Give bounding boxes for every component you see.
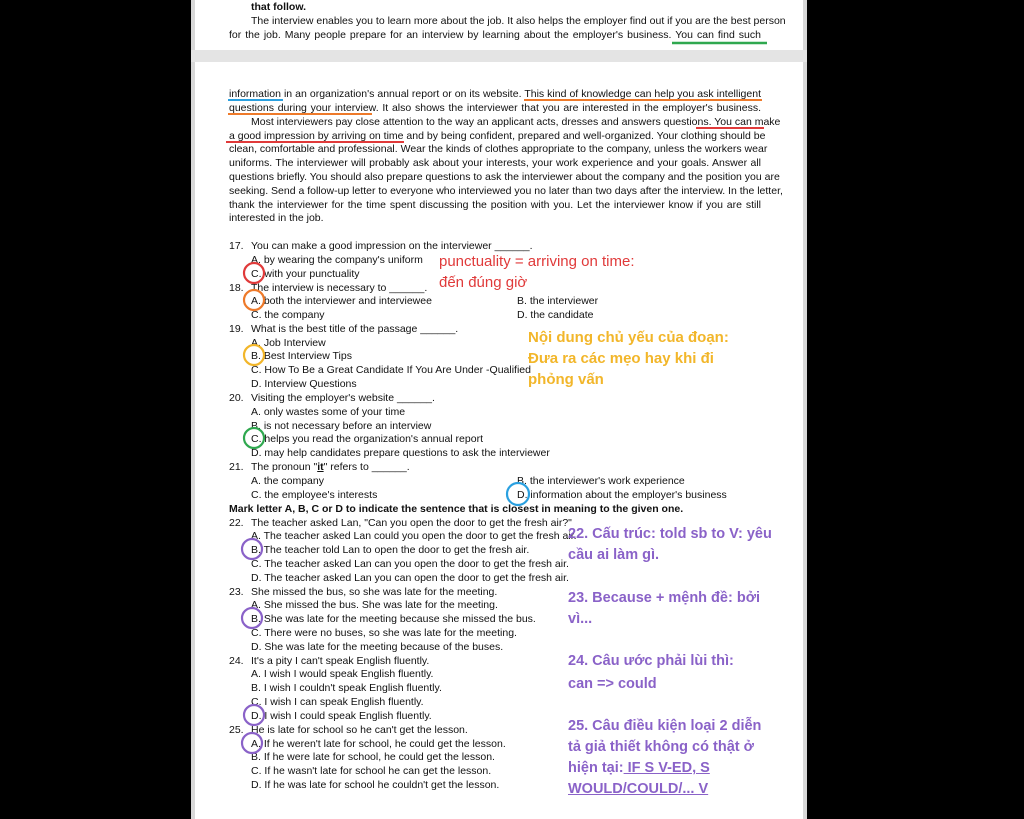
- answer-option: C. with your punctuality: [251, 268, 360, 280]
- question-stem: The pronoun "it" refers to ______.: [251, 461, 410, 473]
- answer-option: D. If he was late for school he couldn't get the lesson.: [251, 779, 500, 791]
- annotation-q24: 24. Câu ước phải lùi thì:: [568, 653, 734, 669]
- passage-line: clean, comfortable and professional. Wear the kinds of clothes appropriate to the company, unless the workers wear: [229, 143, 768, 155]
- page-separator: [191, 50, 807, 62]
- question-stem: You can make a good impression on the interviewer ______.: [251, 240, 533, 252]
- question-stem: He is late for school so he can't get the lesson.: [251, 724, 468, 736]
- passage-line: information in an organization's annual report or on its website. This kind of knowledge can help you ask intelligent: [229, 88, 761, 100]
- question-number: 19.: [229, 323, 244, 335]
- question-number: 18.: [229, 282, 244, 294]
- answer-option: A. only wastes some of your time: [251, 406, 406, 418]
- question-stem: It's a pity I can't speak English fluently.: [251, 655, 430, 667]
- answer-option: C. I wish I can speak English fluently.: [251, 696, 424, 708]
- passage-line: questions briefly. You should also prepare questions to ask the interviewer about the company and the position you are: [229, 171, 780, 183]
- annotation-q25: WOULD/COULD/... V: [568, 781, 709, 797]
- answer-option: C. The teacher asked Lan can you open the door to get the fresh air.: [251, 558, 569, 570]
- answer-option: A. I wish I would speak English fluently.: [251, 668, 434, 680]
- answer-option: A. The teacher asked Lan could you open the door to get the fresh air.: [251, 530, 577, 542]
- answer-option: C. There were no buses, so she was late for the meeting.: [251, 627, 517, 639]
- answer-option: C. If he wasn't late for school he can get the lesson.: [251, 765, 492, 777]
- annotation-main-idea: Đưa ra các mẹo hay khi đi: [528, 350, 714, 367]
- passage-line: Most interviewers pay close attention to the way an applicant acts, dresses and answers questions. You can make: [251, 116, 781, 128]
- passage-line: thank the interviewer for the time spent discussing the position with you. Let the interviewer know if you are still: [229, 199, 761, 211]
- annotation-q22: cầu ai làm gì.: [568, 547, 660, 563]
- question-number: 25.: [229, 724, 244, 736]
- passage-line: The interview enables you to learn more about the job. It also helps the employer find out if you are the best person: [251, 15, 786, 27]
- answer-option: B. The teacher told Lan to open the door to get the fresh air.: [251, 544, 530, 556]
- question-number: 24.: [229, 655, 244, 667]
- question-stem: The teacher asked Lan, "Can you open the door to get the fresh air?": [251, 517, 572, 529]
- answer-option: B. Best Interview Tips: [251, 350, 352, 362]
- question-stem: The interview is necessary to ______.: [251, 282, 428, 294]
- answer-option: A. Job Interview: [251, 337, 326, 349]
- answer-option: D. The teacher asked Lan you can open the door to get the fresh air.: [251, 572, 569, 584]
- question-stem: Visiting the employer's website ______.: [251, 392, 435, 404]
- annotation-q25: hiện tại: IF S V-ED, S: [568, 760, 710, 776]
- answer-option: C. helps you read the organization's annual report: [251, 433, 483, 445]
- question-number: 21.: [229, 461, 244, 473]
- annotation-q25: tả giả thiết không có thật ở: [568, 739, 754, 755]
- passage-line: seeking. Send a follow-up letter to everyone who interviewed you no later than two days after the interview. In the letter,: [229, 185, 783, 197]
- annotation-q24: can => could: [568, 676, 657, 692]
- answer-option: C. the company: [251, 309, 325, 321]
- answer-option: D. She was late for the meeting because of the buses.: [251, 641, 504, 653]
- question-number: 20.: [229, 392, 244, 404]
- annotation-q25: 25. Câu điều kiện loại 2 diễn: [568, 718, 762, 734]
- question-number: 23.: [229, 586, 244, 598]
- passage-line: interested in the job.: [229, 212, 324, 224]
- answer-option: C. the employee's interests: [251, 489, 378, 501]
- passage-line: a good impression by arriving on time and by being confident, prepared and well-organized. Your clothing should be: [229, 130, 766, 142]
- passage-line: for the job. Many people prepare for an interview by learning about the employer's business. You can find such: [229, 29, 761, 41]
- annotation-q22: 22. Cấu trúc: told sb to V: yêu: [568, 526, 772, 542]
- answer-option: B. is not necessary before an interview: [251, 420, 432, 432]
- answer-option: B. I wish I couldn't speak English fluently.: [251, 682, 442, 694]
- annotation-punctuality-vi: đến đúng giờ: [439, 274, 528, 291]
- answer-option: B. She was late for the meeting because she missed the bus.: [251, 613, 536, 625]
- annotation-q23: 23. Because + mệnh đề: bởi: [568, 590, 761, 606]
- section-instruction: Mark letter A, B, C or D to indicate the sentence that is closest in meaning to the given one.: [229, 503, 684, 515]
- passage-line: questions during your interview. It also shows the interviewer that you are interested in the employer's business.: [229, 102, 761, 114]
- answer-option: A. both the interviewer and interviewee: [251, 295, 432, 307]
- question-number: 17.: [229, 240, 244, 252]
- question-stem: What is the best title of the passage ______.: [251, 323, 459, 335]
- answer-option: D. may help candidates prepare questions to ask the interviewer: [251, 447, 550, 459]
- answer-option: D. information about the employer's business: [517, 489, 727, 501]
- answer-option: D. Interview Questions: [251, 378, 357, 390]
- answer-option: B. the interviewer's work experience: [517, 475, 685, 487]
- annotation-q23: vì...: [568, 611, 593, 627]
- answer-option: C. How To Be a Great Candidate If You Are Under -Qualified: [251, 364, 531, 376]
- section-heading: that follow.: [251, 1, 307, 13]
- answer-option: B. If he were late for school, he could get the lesson.: [251, 751, 495, 763]
- answer-option: B. the interviewer: [517, 295, 599, 307]
- annotation-punctuality: punctuality = arriving on time:: [439, 253, 635, 270]
- annotation-main-idea: phỏng vấn: [528, 371, 604, 388]
- question-stem: She missed the bus, so she was late for the meeting.: [251, 586, 498, 598]
- answer-option: A. If he weren't late for school, he could get the lesson.: [251, 738, 506, 750]
- answer-option: A. by wearing the company's uniform: [251, 254, 423, 266]
- question-number: 22.: [229, 517, 244, 529]
- answer-option: D. I wish I could speak English fluently.: [251, 710, 432, 722]
- answer-option: D. the candidate: [517, 309, 594, 321]
- passage-line: uniforms. The interviewer will probably ask about your interests, your work experience and your goals. Answer all: [229, 157, 761, 169]
- annotation-main-idea: Nội dung chủ yếu của đoạn:: [528, 329, 729, 346]
- answer-option: A. the company: [251, 475, 324, 487]
- pronoun-it: it: [317, 461, 324, 473]
- answer-option: A. She missed the bus. She was late for the meeting.: [251, 599, 498, 611]
